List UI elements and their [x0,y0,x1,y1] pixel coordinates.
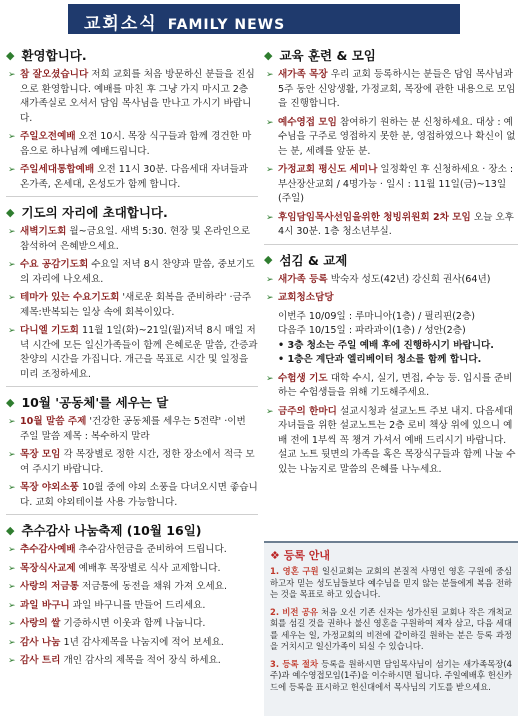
list-item [264,273,518,288]
item-lead: 금주의 한마디 [278,405,337,417]
item-text: 설교시청과 설교노트 주보 내지. 다음세대 자녀들을 위한 설교노트는 2층 로비 책상 위에 있으니 예배 전에 1부씩 꼭 챙겨 가셔서 예배 드리시기 바랍니다. 설교 노트 뒷면의 가족을 혹은 목장식구들과 함께 나눌 수 있는 나눔지로 말씀의 은혜를 나누세요. [278,405,516,475]
arrow-icon: ➢ [8,563,16,574]
item-text: '새로운 회복을 준비하라' ·금주 제목:반복되는 일상 속에 회복이있다. [20,292,252,318]
arrow-icon: ➢ [8,619,16,629]
arrow-icon: ➢ [8,70,16,80]
arrow-icon: ➢ [8,260,16,270]
item-text: 10월 중에 야외 소풍을 다녀오시면 좋습니다. 교회 야외테이블 사용 가능합니다. [20,482,258,508]
education-heading [264,46,518,64]
item-text: 오전 10시. 목장 식구들과 함께 경건한 마음으로 하나님께 예배드립니다. [20,131,252,157]
paragraph-text: 일신교회는 교회의 본질적 사명인 영혼 구원에 중심하고자 믿는 성도님들보다 예수님을 믿지 않는 분들에게 복음 전하는 것을 목표로 하고 있습니다. [270,566,512,599]
list-item [264,405,518,478]
diamond-icon: ◆ [264,253,273,266]
list-item [264,291,518,306]
divider [6,514,258,515]
registration-notice [264,541,518,716]
arrow-icon: ➢ [8,545,16,555]
list-item [6,448,258,477]
community-title: 10월 '공동체'를 세우는 달 [21,395,169,410]
item-lead: 수험생 기도 [278,372,328,384]
item-text: 참여하기 원하는 분 신청하세요. 대상 : 예수님을 구주로 영접하지 못한 분, 영접하였으나 확신이 없는 분, 세례를 앞둔 분. [278,116,516,157]
item-text: 오늘 오후 4시 30분. 1층 청소년부실. [278,211,514,237]
cleaning-next-week: 다음주 10/15일 : 파라과이(1층) / 성안(2층) [278,325,466,336]
paragraph-lead: 2. 비전 공유 [270,606,318,617]
diamond-icon: ◆ [6,523,15,537]
paragraph-lead: 1. 영혼 구원 [270,566,319,576]
item-lead: 새가족 목장 [278,69,328,80]
item-text: 우리 교회 등록하시는 분들은 담임 목사님과 5주 동안 신앙생활, 가정교회, 목장에 관한 내용으로 모임을 진행합니다. [278,69,516,109]
prayer-title: 기도의 자리에 초대합니다. [21,205,168,220]
item-text: 기증하시면 이웃과 함께 나눕니다. [60,618,206,629]
prayer-heading [6,203,258,221]
cleaning-note: • 1층은 계단과 엘리베이터 청소를 함께 합니다. [278,354,482,365]
community-heading [6,393,258,411]
item-lead: 새벽기도회 [20,226,67,237]
item-lead: 참 잘오셨습니다 [20,69,89,80]
paragraph-text: 처음 오신 기존 신자는 성가신된 교회나 작은 개척교회를 섬길 것을 권하나 불신 영혼을 구원하여 제자 삼고, 다음 세대를 세우는 일, 가정교회의 비전에 같이하길 원하는 분은 등록 과정을 거치시고 일신가족이 되실 수 있습니다. [270,606,512,651]
left-column [6,46,258,673]
list-item [6,562,258,577]
item-text: 11월 1일(화)~21일(월)저녁 8시 매일 저녁 시간에 모든 일신가족들이 함께 은혜로운 말씀, 간증과 찬양의 시간을 가집니다. 개근을 목표로 시간 및 일정을 미리 조정하세요. [20,325,258,380]
cleaning-this-week: 이번주 10/09일 : 루마니아(1층) / 필리핀(2층) [278,310,476,322]
list-item [6,415,258,444]
item-lead: 10월 말씀 주제 [20,416,87,427]
item-text: 일정확인 후 신청하세요 · 장소 : 부산장산교회 / 4명가능 · 일시 : 11월 11일(금)~13일(주일) [278,164,514,204]
right-column [264,46,518,481]
item-lead: 목장 모임 [20,449,61,460]
item-lead: 예수영접 모임 [278,116,337,128]
diamond-icon: ◆ [6,205,15,219]
item-lead: 주일오전예배 [20,131,76,142]
item-lead: 교회청소담당 [278,292,334,303]
list-item [264,116,518,160]
arrow-icon: ➢ [8,326,16,336]
item-text: 예배후 목장별로 식사 교제합니다. [75,562,221,574]
item-text: 월~금요일. 새벽 5:30. 현장 및 온라인으로 참석하여 은혜받으세요. [20,226,251,252]
arrow-icon: ➢ [266,293,274,303]
item-text: 수요일 저녁 8시 찬양과 말씀, 중보기도의 자리에 나오세요. [20,259,255,285]
list-item [264,163,518,207]
banner-title-text: 교회소식 [84,14,158,34]
welcome-heading [6,46,258,64]
harvest-title: 추수감사 나눔축제 (10월 16일) [21,523,202,538]
fellowship-title: 섬김 & 교제 [279,252,348,268]
list-item [6,636,258,651]
registration-title-text: 등록 안내 [283,549,331,562]
arrow-icon: ➢ [266,406,274,417]
list-item [6,225,258,254]
item-text: 대학 수시, 실기, 면접, 수능 등. 입시를 준비하는 수험생들을 위해 기도해주세요. [278,372,513,398]
arrow-icon: ➢ [8,227,16,237]
arrow-icon: ➢ [8,417,16,427]
item-text: 각 목장별로 정한 시간, 정한 장소에서 적극 모여 주시기 바랍니다. [20,449,255,475]
harvest-heading [6,521,258,539]
item-lead: 주일세대통합예배 [20,164,95,175]
list-item [264,68,518,112]
item-lead: 과일 바구니 [20,599,70,611]
arrow-icon: ➢ [8,293,16,303]
list-item [6,163,258,192]
registration-title: ❖ 등록 안내 [270,549,331,562]
registration-paragraph [270,566,512,601]
list-item [6,654,258,669]
arrow-icon: ➢ [8,165,16,175]
list-item [6,543,258,558]
item-lead: 수요 공감기도회 [20,259,89,270]
arrow-icon: ➢ [8,450,16,460]
arrow-icon: ➢ [8,132,16,142]
arrow-icon: ➢ [8,582,16,592]
arrow-icon: ➢ [266,117,274,128]
list-item [264,372,518,401]
item-lead: 목장 야외소풍 [20,482,79,493]
item-lead: 사랑의 저금통 [20,581,79,592]
list-item [6,481,258,510]
list-item [6,599,258,614]
arrow-icon: ➢ [8,600,16,611]
list-item [6,580,258,595]
diamond-icon: ◆ [6,395,15,409]
item-lead: 후임담임목사선임을위한 청빙위원회 2차 모임 [278,211,471,223]
item-text: 추수감사헌금을 준비하여 드립니다. [75,544,227,555]
banner-subtitle: FAMILY NEWS [167,17,286,33]
divider [6,196,258,197]
list-item [6,258,258,287]
item-lead: 새가족 등록 [278,273,328,285]
banner-title [84,9,285,34]
diamond-icon: ◆ [6,48,15,62]
education-title: 교육 훈련 & 모임 [279,48,376,63]
registration-paragraph [270,607,512,653]
welcome-title: 환영합니다. [21,48,87,63]
item-text: 과일 바구니를 만들어 드리세요. [69,599,206,611]
registration-paragraph [270,659,512,694]
item-text: 저금통에 동전을 채워 가져 오세요. [78,581,227,592]
divider [6,386,258,387]
arrow-icon: ➢ [8,656,16,666]
arrow-icon: ➢ [266,212,274,223]
item-lead: 감사 트리 [20,655,61,666]
item-text: 개인 감사의 제목을 적어 장식 하세요. [60,655,221,666]
item-lead: 다니엘 기도회 [20,325,79,336]
item-lead: 감사 나눔 [20,636,61,648]
list-item [6,68,258,126]
paragraph-lead: 3. 등록 절차 [270,658,319,669]
arrow-icon: ➢ [266,70,274,80]
item-lead: 추수감사예배 [20,544,76,555]
list-item [6,291,258,320]
arrow-icon: ➢ [8,637,16,648]
item-lead: 테마가 있는 수요기도회 [20,292,120,303]
fellowship-heading [264,251,518,269]
banner [0,0,522,38]
item-lead: 사랑의 쌀 [20,618,61,629]
item-text: 1년 감사제목을 나눔지에 적어 보세요. [60,636,224,648]
diamond-icon: ◆ [264,48,273,62]
arrow-icon: ➢ [8,483,16,493]
arrow-icon: ➢ [266,274,274,285]
list-item [6,617,258,632]
list-item [6,130,258,159]
cleaning-note: • 3층 청소는 주일 예배 후에 진행하시기 바랍니다. [278,339,494,351]
list-item [6,324,258,382]
item-lead: 목장식사교제 [20,562,76,574]
item-text: 오전 11시 30분. 다음세대 자녀들과 온가족, 온세대, 온성도가 함께 합니다. [20,164,249,190]
arrow-icon: ➢ [266,165,274,175]
paragraph-text: 등록을 원하시면 담임목사님이 섬기는 새가족목장(4주)과 예수영접모임(1주)을 이수하시면 됩니다. 주일예배후 헌신카드에 등록을 표시하고 헌신대에서 목사님의 기도를 받으세요. [270,658,512,692]
item-text: 저희 교회를 처음 방문하신 분들을 진심으로 환영합니다. 예배를 마친 후 그냥 가지 마시고 2층 새가족실로 오셔서 담임 목사님을 만나고 가시기 바랍니다. [20,69,255,124]
list-item [264,211,518,240]
item-text: '건강한 공동체를 세우는 5전략' ·이번 주일 말씀 제목 : 복수하지 말라 [20,416,246,442]
item-lead: 가정교회 평신도 세미나 [278,164,378,175]
divider [264,244,518,245]
item-text: 박숙자 성도(42년) 강신희 권사(64년) [327,273,491,285]
arrow-icon: ➢ [266,373,274,384]
